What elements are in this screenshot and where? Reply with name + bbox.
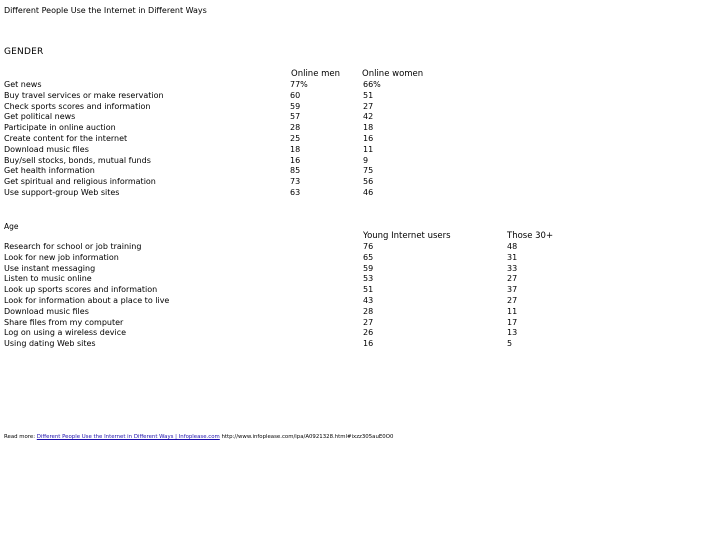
gender-row-label: Create content for the internet: [4, 133, 128, 143]
gender-labels: [4, 80, 164, 199]
gender-men-value: 59: [290, 101, 301, 111]
gender-men-value: 85: [290, 166, 301, 176]
gender-row-label: Get political news: [4, 112, 76, 122]
gender-row-label: Download music files: [4, 144, 89, 154]
age-row-label: Look up sports scores and information: [4, 285, 158, 295]
gender-row-label: Get health information: [4, 166, 95, 176]
age-older-value: 31: [507, 252, 518, 262]
gender-women-values: [363, 80, 381, 199]
gender-men-value: 25: [290, 133, 301, 143]
age-older-value: 5: [507, 339, 513, 349]
age-older-value: 27: [507, 274, 518, 284]
source-url[interactable]: http://www.infoplease.com/ipa/A0921328.html#ixzz305auE0O0: [221, 434, 394, 440]
age-heading: Age: [4, 222, 19, 231]
age-row-label: Research for school or job training: [4, 242, 142, 251]
age-older-value: 37: [507, 285, 518, 295]
age-labels: [4, 242, 169, 350]
age-young-value: 76: [363, 242, 374, 251]
gender-men-value: 16: [290, 155, 301, 165]
gender-row-label: Buy travel services or make reservation: [4, 90, 164, 100]
gender-men-value: 63: [290, 187, 301, 197]
age-older-value: 33: [507, 263, 518, 273]
gender-women-value: 16: [363, 133, 374, 143]
gender-women-value: 18: [363, 123, 374, 133]
age-young-value: 65: [363, 252, 374, 262]
gender-women-value: 42: [363, 112, 374, 122]
age-row-label: Share files from my computer: [4, 317, 124, 327]
age-young-value: 43: [363, 295, 374, 305]
age-col-young-header: Young Internet users: [363, 231, 451, 241]
gender-women-value: 11: [363, 144, 374, 154]
gender-row-label: Use support-group Web sites: [4, 187, 120, 197]
age-row-label: Use instant messaging: [4, 263, 96, 273]
gender-row-label: Get news: [4, 80, 42, 89]
gender-men-value: 73: [290, 177, 301, 187]
gender-men-values: [290, 80, 308, 199]
age-row-label: Download music files: [4, 306, 89, 316]
gender-women-value: 46: [363, 187, 374, 197]
gender-men-value: 60: [290, 90, 301, 100]
gender-men-value: 28: [290, 123, 301, 133]
age-older-value: 17: [507, 317, 518, 327]
gender-heading: GENDER: [4, 47, 44, 57]
age-row-label: Look for information about a place to live: [4, 295, 170, 305]
read-more-footer: [4, 433, 393, 441]
age-col-older-header: Those 30+: [507, 231, 554, 241]
age-young-value: 28: [363, 306, 374, 316]
gender-men-value: 77%: [290, 80, 308, 89]
age-young-value: 59: [363, 263, 374, 273]
gender-women-value: 66%: [363, 80, 381, 89]
age-row-label: Listen to music online: [4, 274, 92, 284]
source-link[interactable]: Different People Use the Internet in Different Ways | Infoplease.com: [36, 434, 220, 440]
age-young-value: 16: [363, 339, 374, 349]
age-older-value: 27: [507, 295, 518, 305]
age-young-value: 27: [363, 317, 374, 327]
age-row-label: Log on using a wireless device: [4, 328, 127, 338]
gender-row-label: Check sports scores and information: [4, 101, 151, 111]
gender-women-value: 75: [363, 166, 374, 176]
gender-col-men-header: Online men: [291, 69, 341, 79]
age-older-values: [507, 242, 517, 350]
gender-row-label: Buy/sell stocks, bonds, mutual funds: [4, 155, 151, 165]
age-young-value: 53: [363, 274, 374, 284]
gender-women-value: 51: [363, 90, 374, 100]
gender-row-label: Get spiritual and religious information: [4, 177, 156, 187]
read-more-prefix: Read more:: [4, 434, 37, 440]
age-row-label: Look for new job information: [4, 252, 119, 262]
page-title: Different People Use the Internet in Different Ways: [4, 6, 207, 15]
age-young-values: [363, 242, 373, 350]
age-older-value: 13: [507, 328, 518, 338]
age-older-value: 48: [507, 242, 518, 251]
gender-women-value: 27: [363, 101, 374, 111]
gender-men-value: 57: [290, 112, 301, 122]
age-young-value: 51: [363, 285, 374, 295]
age-older-value: 11: [507, 306, 518, 316]
gender-women-value: 56: [363, 177, 374, 187]
gender-row-label: Participate in online auction: [4, 123, 116, 133]
age-row-label: Using dating Web sites: [4, 339, 96, 349]
age-young-value: 26: [363, 328, 374, 338]
gender-col-women-header: Online women: [362, 69, 424, 79]
gender-men-value: 18: [290, 144, 301, 154]
gender-women-value: 9: [363, 155, 369, 165]
